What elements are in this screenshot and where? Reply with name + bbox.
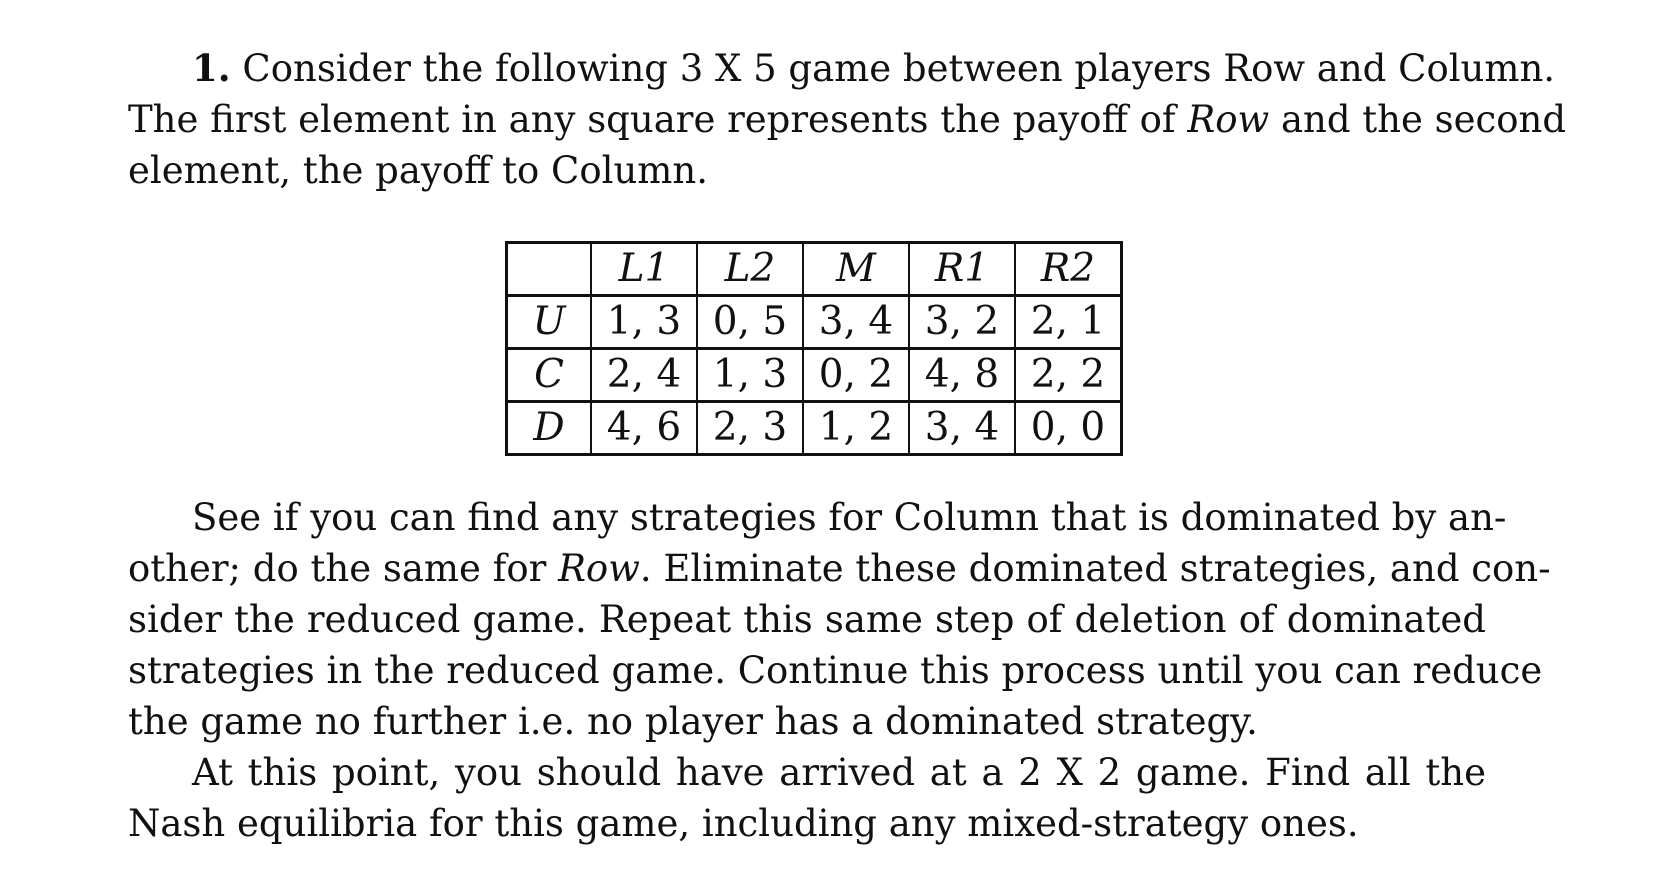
- payoff-cell: 0, 5: [697, 296, 803, 349]
- column-header: M: [803, 243, 909, 296]
- payoff-matrix: [505, 241, 1123, 456]
- para2-text-2-pre: other; do the same for: [128, 547, 547, 590]
- row-header: D: [507, 402, 592, 455]
- problem-number: 1.: [192, 46, 231, 90]
- intro-line-3: [128, 145, 1486, 196]
- payoff-cell: 1, 3: [697, 349, 803, 402]
- table-row: [507, 296, 1122, 349]
- intro-text-1: Consider the following 3 X 5 game between players Row and Column.: [242, 47, 1556, 90]
- nash-paragraph: [128, 747, 1486, 849]
- para2-text-5: the game no further i.e. no player has a dominated strategy.: [128, 700, 1258, 743]
- payoff-cell: 1, 3: [591, 296, 697, 349]
- payoff-cell: 0, 2: [803, 349, 909, 402]
- table-corner-cell: [507, 243, 592, 296]
- para2-line-5: [128, 696, 1486, 747]
- column-header: R2: [1015, 243, 1122, 296]
- para2-line-1: [128, 492, 1507, 543]
- row-header: C: [507, 349, 592, 402]
- table-header-row: [507, 243, 1122, 296]
- para3-text-2: Nash equilibria for this game, including any mixed-strategy ones.: [128, 802, 1359, 845]
- payoff-cell: 1, 2: [803, 402, 909, 455]
- para2-text-2-post: . Eliminate these dominated strategies, and con-: [639, 547, 1551, 590]
- payoff-cell: 3, 4: [909, 402, 1015, 455]
- para2-line-4: [128, 645, 1543, 696]
- intro-text-3: element, the payoff to Column.: [128, 149, 708, 192]
- payoff-cell: 2, 2: [1015, 349, 1122, 402]
- payoff-cell: 2, 1: [1015, 296, 1122, 349]
- para2-line-2: [128, 543, 1551, 594]
- problem-intro: [128, 43, 1567, 196]
- row-header: U: [507, 296, 592, 349]
- intro-text-2: The first element in any square represents the payoff of: [128, 98, 1176, 141]
- payoff-cell: 3, 2: [909, 296, 1015, 349]
- para3-line-2: [128, 798, 1486, 849]
- table-row: [507, 349, 1122, 402]
- payoff-cell: 4, 6: [591, 402, 697, 455]
- para2-line-3: [128, 594, 1486, 645]
- column-header: L2: [697, 243, 803, 296]
- para2-text-3: sider the reduced game. Repeat this same step of deletion of dominated: [128, 598, 1486, 641]
- payoff-cell: 2, 4: [591, 349, 697, 402]
- para3-text-1: At this point, you should have arrived at a 2 X 2 game. Find all the: [192, 751, 1486, 794]
- column-header: R1: [909, 243, 1015, 296]
- para3-line-1: [128, 747, 1486, 798]
- payoff-cell: 4, 8: [909, 349, 1015, 402]
- column-header: L1: [591, 243, 697, 296]
- intro-line-2: [128, 94, 1567, 145]
- payoff-cell: 3, 4: [803, 296, 909, 349]
- payoff-cell: 0, 0: [1015, 402, 1122, 455]
- para2-text-4: strategies in the reduced game. Continue this process until you can reduce: [128, 649, 1543, 692]
- instructions-paragraph: [128, 492, 1551, 747]
- para2-text-1: See if you can find any strategies for Column that is dominated by an-: [192, 496, 1507, 539]
- table-row: [507, 402, 1122, 455]
- row-word: Row: [1187, 98, 1270, 141]
- row-word: Row: [558, 547, 640, 590]
- intro-line-1: [128, 43, 1556, 94]
- payoff-cell: 2, 3: [697, 402, 803, 455]
- intro-text-2-tail: and the second: [1280, 98, 1567, 141]
